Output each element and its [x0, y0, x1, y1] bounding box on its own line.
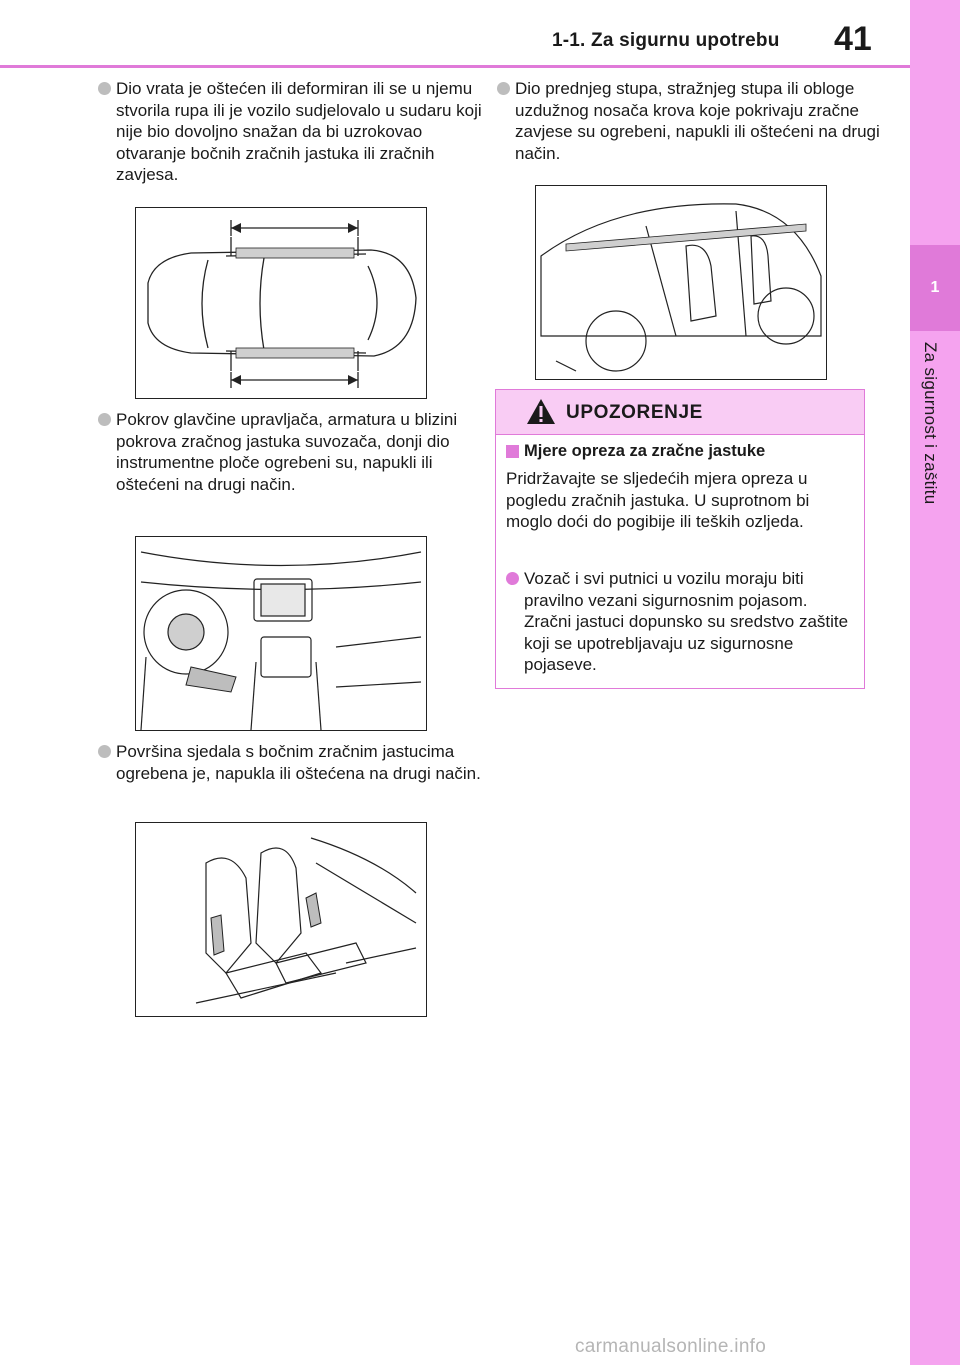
header-rule — [0, 65, 910, 68]
bullet-steering-dashboard: Pokrov glavčine upravljača, armatura u blizini pokrova zračnog jastuka suvozača, donji dio instrumentne ploče ogrebeni su, napukli ili oštećeni na drugi način. — [98, 409, 496, 495]
warning-bullet: Vozač i svi putnici u vozilu moraju biti pravilno vezani sigurnosnim pojasom. Zračni jastuci dopunsko su sredstvo zaštite koji se upotrebljavaju uz sigurnosne pojaseve. — [506, 568, 856, 676]
side-tab — [910, 0, 960, 1365]
chapter-title: Za sigurnost i zaštitu — [921, 342, 940, 505]
warning-box — [495, 389, 865, 689]
dashboard-illustration — [135, 536, 427, 731]
seat-illustration — [135, 822, 427, 1017]
bullet-seat-surface: Površina sjedala s bočnim zračnim jastucima ogrebena je, napukla ili oštećena na drugi način. — [98, 741, 496, 784]
car-top-view-illustration — [135, 207, 427, 399]
warning-title: UPOZORENJE — [566, 402, 703, 423]
bullet-door-damage: Dio vrata je oštećen ili deformiran ili se u njemu stvorila rupa ili je vozilo sudjelovalo u sudaru koji nije bio dovoljno snažan da bi uzrokovao otvaranje bočnih zračnih jastuka ili zračnih zavjesa. — [98, 78, 496, 186]
warning-text: Pridržavajte se sljedećih mjera opreza u pogledu zračnih jastuka. U suprotnom bi moglo doći do pogibije ili teških ozljeda. — [506, 469, 810, 531]
car-interior-side-illustration — [535, 185, 827, 380]
section-title: 1-1. Za sigurnu upotrebu — [552, 30, 780, 51]
warning-subheading: Mjere opreza za zračne jastuke — [506, 442, 765, 461]
chapter-number: 1 — [910, 245, 960, 331]
bullet-pillar-damage: Dio prednjeg stupa, stražnjeg stupa ili obloge uzdužnog nosača krova koje pokrivaju zračne zavjese su ogrebeni, napukli ili oštećeni na drugi način. — [497, 78, 885, 164]
page-header — [0, 0, 910, 68]
warning-triangle-icon — [526, 398, 556, 425]
watermark: carmanualsonline.info — [575, 1336, 767, 1357]
page-number: 41 — [834, 20, 872, 58]
warning-header — [496, 390, 864, 435]
